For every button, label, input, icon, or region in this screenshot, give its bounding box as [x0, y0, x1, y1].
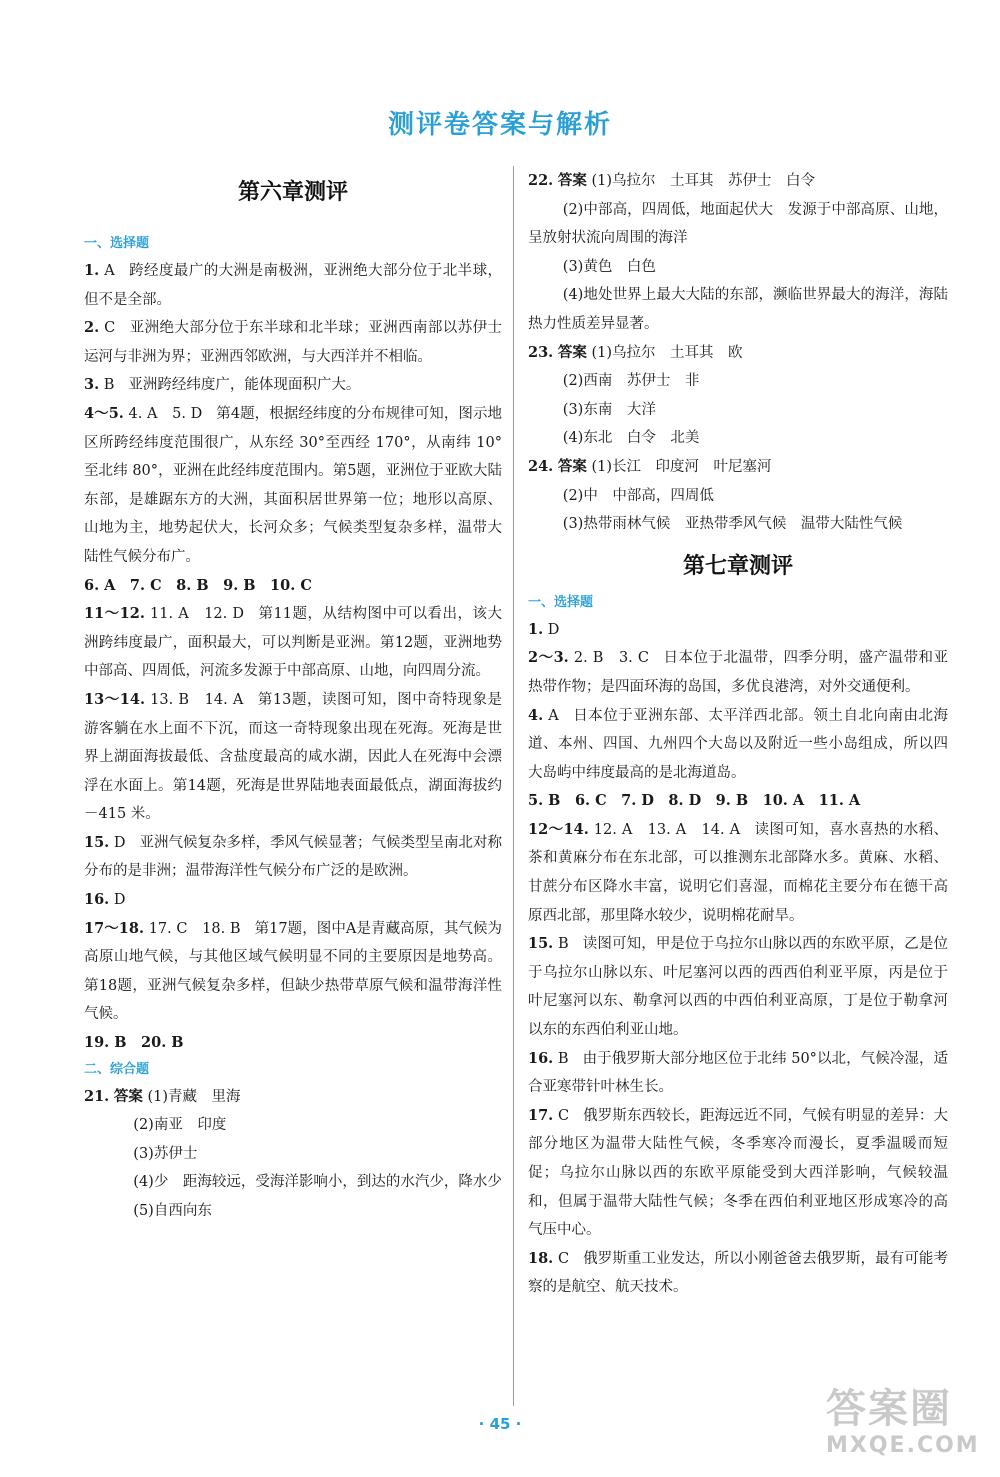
answer-6-2: 2. C 亚洲绝大部分位于东半球和北半球；亚洲西南部以苏伊士运河与非洲为界；亚洲西邻欧洲，与大西洋并不相临。	[84, 319, 503, 365]
answer-7-18: 18. C 俄罗斯重工业发达，所以小刚爸爸去俄罗斯，最有可能考察的是航空、航天技术。	[528, 1249, 949, 1296]
page-title: 测评卷答案与解析	[387, 110, 612, 140]
answer-6-16: 16. D	[84, 891, 126, 909]
answer-6-22: 22. 答案 (1)乌拉尔 土耳其 苏伊士 白令 (2)中部高，四周低，地面起伏大 发源于中部高原、山地，呈放射状流向周围的海洋 (3)黄色 白色 (4)地处世界上最大大陆的东部，濒临世界最大的海洋，海陆热力性质差异显著。	[528, 172, 948, 332]
answer-7-2-3: 2～3. 2. B 3. C 日本位于北温带，四季分明，盛产温带和亚热带作物；是四面环海的岛国，多优良港湾，对外交通便利。	[528, 649, 949, 695]
page-number: · 45 ·	[478, 1415, 522, 1433]
answer-6-3: 3. B 亚洲跨经纬度广，能体现面积广大。	[84, 376, 361, 394]
answer-6-19-20: 19. B 20. B	[84, 1034, 184, 1052]
answer-7-4: 4. A 日本位于亚洲东部、太平洋西北部。领土自北向南由北海道、本州、四国、九州四个大岛以及附近一些小岛组成，所以四大岛屿中纬度最高的是北海道岛。	[528, 706, 949, 781]
answer-7-5-11: 5. B 6. C 7. D 8. D 9. B 10. A 11. A	[528, 792, 861, 810]
chapter-6-title: 第六章测评	[237, 180, 348, 205]
answer-7-17: 17. C 俄罗斯东西较长，距海远近不同，气候有明显的差异：大部分地区为温带大陆性气候，冬季寒冷而漫长，夏季温暖而短促；乌拉尔山脉以西的东欧平原能受到大西洋影响，气候较温和，但属于温带大陆性气候；冬季在西伯利亚地区形成寒冷的高气压中心。	[528, 1106, 949, 1239]
answer-6-1: 1. A 跨经度最广的大洲是南极洲，亚洲绝大部分位于北半球，但不是全部。	[84, 262, 503, 308]
answer-7-16: 16. B 由于俄罗斯大部分地区位于北纬 50°以北，气候冷湿，适合亚寒带针叶林生长。	[528, 1049, 949, 1096]
left-column	[84, 168, 502, 1226]
chapter-7-title: 第七章测评	[682, 553, 793, 579]
answer-6-23: 23. 答案 (1)乌拉尔 土耳其 欧 (2)西南 苏伊士 非 (3)东南 大洋 (4)东北 白令 北美	[528, 343, 743, 447]
section-choice-6: 一、选择题	[84, 236, 150, 251]
answer-7-12-14: 12～14. 12. A 13. A 14. A 读图可知，喜水喜热的水稻、茶和黄麻分布在东北部，可以推测东北部降水多。黄麻、水稻、甘蔗分布区降水丰富，说明它们喜湿，而棉花主要分布在德干高原西北部，那里降水较少，说明棉花耐旱。	[528, 820, 949, 924]
answer-6-13-14: 13～14. 13. B 14. A 第13题，读图可知，图中奇特现象是游客躺在水上面不下沉，而这一奇特现象出现在死海。死海是世界上湖面海拔最低、含盐度最高的咸水湖，因此人在死海中会漂浮在水面上。第14题，死海是世界陆地表面最低点，湖面海拔约－415 米。	[84, 690, 503, 823]
answer-6-24: 24. 答案 (1)长江 印度河 叶尼塞河 (2)中 中部高，四周低 (3)热带雨林气候 亚热带季风气候 温带大陆性气候	[528, 457, 903, 533]
answer-6-6-10: 6. A 7. C 8. B 9. B 10. C	[84, 576, 312, 594]
column-divider	[513, 166, 514, 1406]
answer-6-11-12: 11～12. 11. A 12. D 第11题，从结构图中可以看出，该大洲跨纬度最广，面积最大，可以判断是亚洲。第12题，亚洲地势中部高、四周低，河流多发源于中部高原、山地，向四周分流。	[84, 605, 503, 680]
answer-6-4-5: 4～5. 4. A 5. D 第4题，根据经纬度的分布规律可知，图示地区所跨经纬度范围很广，从东经 30°至西经 170°，从南纬 10°至北纬 80°，亚洲在此经纬度范围内。第5题，亚洲位于亚欧大陆东部，是雄踞东方的大洲，其面积居世界第一位；地形以高原、山地为主，地势起伏大，长河众多；气候类型复杂多样，温带大陆性气候分布广。	[84, 404, 503, 565]
answer-6-15: 15. D 亚洲气候复杂多样，季风气候显著；气候类型呈南北对称分布的是非洲；温带海洋性气候分布广泛的是欧洲。	[84, 833, 503, 880]
section-comprehensive-6: 二、综合题	[84, 1061, 150, 1077]
section-choice-7: 一、选择题	[528, 594, 594, 610]
right-column	[528, 168, 948, 1302]
answer-6-21: 21. 答案 (1)青藏 里海 (2)南亚 印度 (3)苏伊士 (4)少 距海较远，受海洋影响小，到达的水汽少，降水少 (5)自西向东	[84, 1087, 502, 1219]
answer-7-1: 1. D	[528, 620, 560, 638]
watermark-logo: 答案圈 MXQE.COM	[826, 1386, 980, 1458]
answer-7-15: 15. B 读图可知，甲是位于乌拉尔山脉以西的东欧平原，乙是位于乌拉尔山脉以东、叶尼塞河以西的西西伯利亚平原，丙是位于叶尼塞河以东、勒拿河以西的中西伯利亚高原，丁是位于勒拿河以东的东西伯利亚山地。	[528, 935, 949, 1039]
answer-6-17-18: 17～18. 17. C 18. B 第17题，图中A是青藏高原，其气候为高原山地气候，与其他区域气候明显不同的主要原因是地势高。第18题，亚洲气候复杂多样，但缺少热带草原气候和温带海洋性气候。	[84, 919, 503, 1023]
